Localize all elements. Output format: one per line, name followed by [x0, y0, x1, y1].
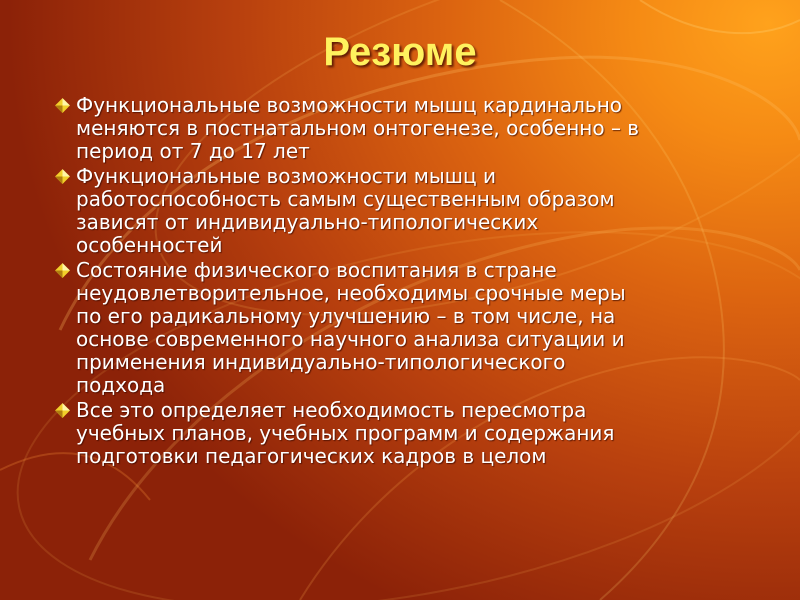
bullet-text: Функциональные возможности мышц и работоспособность самым существенным образом зависят от индивидуально-типологических особенностей — [76, 164, 615, 257]
bullet-item — [54, 94, 744, 163]
bullet-item — [54, 165, 744, 257]
diamond-bullet-icon — [54, 97, 71, 114]
bullet-item — [54, 399, 744, 468]
diamond-bullet-icon — [54, 262, 71, 279]
bullet-list — [54, 94, 744, 470]
bullet-item — [54, 259, 744, 397]
diamond-bullet-icon — [54, 402, 71, 419]
bullet-text: Состояние физического воспитания в стране неудовлетворительное, необходимы срочные меры по его радикальному улучшению – в том числе, на основе современного научного анализа ситуации и применения индивидуально-типологического подхода — [76, 258, 626, 397]
diamond-bullet-icon — [54, 168, 71, 185]
bullet-text: Функциональные возможности мышц кардинально меняются в постнатальном онтогенезе, особенно – в период от 7 до 17 лет — [76, 93, 640, 163]
bullet-text: Все это определяет необходимость пересмотра учебных планов, учебных программ и содержания подготовки педагогических кадров в целом — [76, 398, 615, 468]
slide-title: Резюме — [323, 30, 477, 74]
